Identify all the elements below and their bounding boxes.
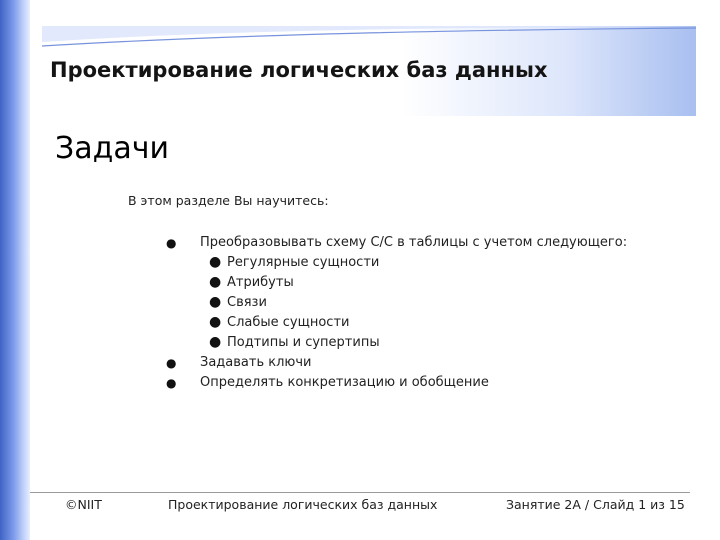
bullet-icon: ● bbox=[166, 356, 177, 370]
list-item-text: Преобразовывать схему С/С в таблицы с учетом следующего: bbox=[200, 235, 628, 250]
sub-list-item bbox=[200, 293, 627, 313]
footer-slide-info: Занятие 2А / Слайд 1 из 15 bbox=[506, 497, 685, 512]
header-banner bbox=[42, 26, 696, 116]
bullet-icon: ● bbox=[209, 274, 222, 290]
bullet-icon: ● bbox=[166, 236, 177, 250]
section-title: Задачи bbox=[55, 131, 169, 166]
sub-list-item-text: Регулярные сущности bbox=[227, 255, 380, 270]
sub-list-item-text: Слабые сущности bbox=[227, 315, 350, 330]
sub-list bbox=[200, 253, 627, 353]
sub-list-item-text: Связи bbox=[227, 295, 267, 310]
bullet-icon: ● bbox=[166, 376, 177, 390]
sub-list-item-text: Атрибуты bbox=[227, 275, 294, 290]
sub-list-item bbox=[200, 253, 627, 273]
header-title: Проектирование логических баз данных bbox=[50, 58, 548, 82]
top-band bbox=[30, 0, 720, 26]
bullet-icon: ● bbox=[209, 294, 222, 310]
sub-list-item bbox=[200, 313, 627, 333]
objectives-list bbox=[160, 233, 627, 393]
footer-course-title: Проектирование логических баз данных bbox=[168, 497, 438, 512]
bullet-icon: ● bbox=[209, 314, 222, 330]
list-item-text: Определять конкретизацию и обобщение bbox=[200, 375, 489, 390]
intro-text: В этом разделе Вы научитесь: bbox=[128, 193, 329, 208]
list-item bbox=[160, 353, 627, 373]
bullet-icon: ● bbox=[209, 334, 222, 350]
sub-list-item-text: Подтипы и супертипы bbox=[227, 335, 380, 350]
footer-divider bbox=[30, 492, 690, 493]
sub-list-item bbox=[200, 333, 627, 353]
left-decorative-bar bbox=[0, 0, 30, 540]
list-item bbox=[160, 233, 627, 353]
footer-copyright: ©NIIT bbox=[65, 497, 102, 512]
list-item bbox=[160, 373, 627, 393]
list-item-text: Задавать ключи bbox=[200, 355, 312, 370]
bullet-icon: ● bbox=[209, 254, 222, 270]
sub-list-item bbox=[200, 273, 627, 293]
